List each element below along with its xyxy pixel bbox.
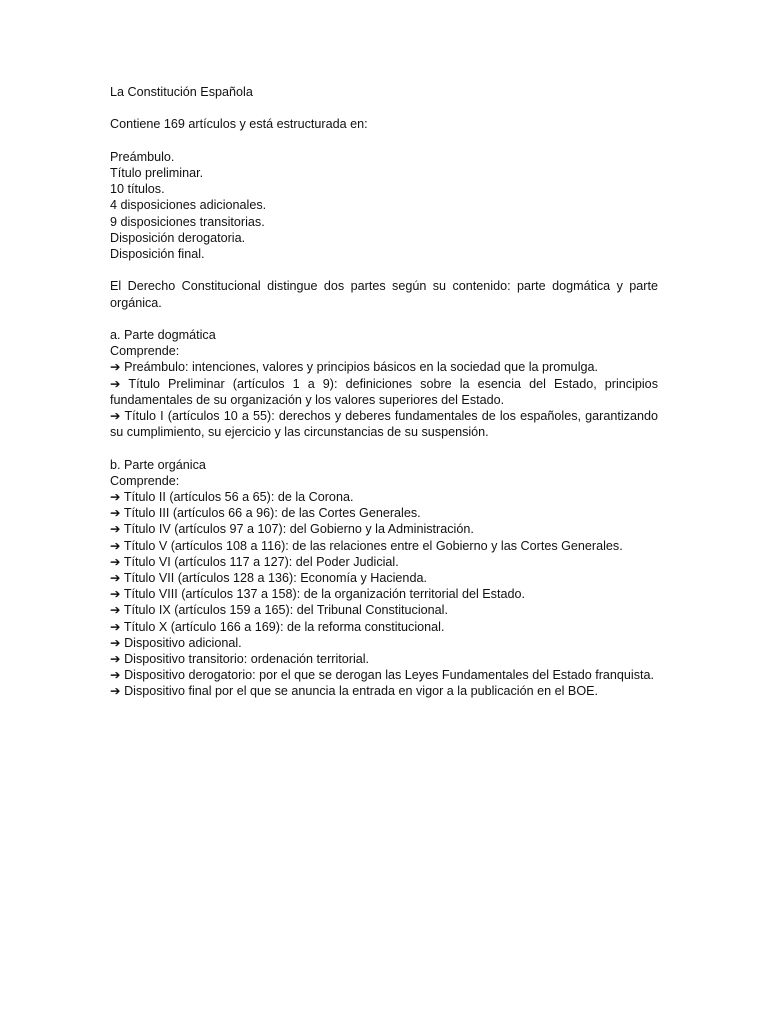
organica-section [110, 457, 658, 700]
arrow-icon: ➔ [110, 506, 121, 521]
organica-item [110, 538, 658, 554]
organica-item [110, 667, 658, 683]
structure-item: Título preliminar. [110, 165, 204, 180]
intro-text: Contiene 169 artículos y está estructurada en: [110, 117, 368, 132]
dogmatica-item [110, 359, 658, 375]
organica-item [110, 489, 658, 505]
spacer [110, 262, 658, 278]
dogmatica-comprende: Comprende: [110, 344, 180, 359]
arrow-icon: ➔ [110, 376, 121, 391]
arrow-icon: ➔ [110, 554, 121, 569]
organica-item [110, 521, 658, 537]
structure-item: 4 disposiciones adicionales. [110, 198, 267, 213]
organica-item-text: Título VII (artículos 128 a 136): Economía y Hacienda. [123, 571, 427, 586]
arrow-icon: ➔ [110, 409, 121, 423]
organica-item [110, 602, 658, 618]
arrow-icon: ➔ [110, 635, 121, 650]
organica-item-text: Dispositivo transitorio: ordenación territorial. [124, 652, 370, 667]
organica-item-text: Título X (artículo 166 a 169): de la reforma constitucional. [123, 619, 445, 634]
spacer [110, 440, 658, 456]
organica-item [110, 635, 658, 651]
spacer [110, 133, 658, 149]
dogmatica-item [110, 408, 658, 440]
organica-item [110, 554, 658, 570]
organica-item-text: Título II (artículos 56 a 65): de la Corona. [123, 490, 354, 504]
spacer [110, 100, 658, 116]
organica-item [110, 619, 658, 635]
arrow-icon: ➔ [110, 603, 121, 618]
organica-item [110, 570, 658, 586]
organica-item-text: Dispositivo final por el que se anuncia la entrada en vigor a la publicación en el BOE. [124, 684, 599, 699]
organica-item-text: Dispositivo derogatorio: por el que se derogan las Leyes Fundamentales del Estado franquista. [124, 668, 655, 683]
organica-item-text: Título VIII (artículos 137 a 158): de la organización territorial del Estado. [123, 587, 525, 602]
dogmatica-item [110, 376, 658, 408]
arrow-icon: ➔ [110, 587, 121, 602]
organica-item-text: Título IV (artículos 97 a 107): del Gobierno y la Administración. [123, 522, 474, 537]
arrow-icon: ➔ [110, 668, 121, 683]
spacer [110, 311, 658, 327]
structure-item: 10 títulos. [110, 182, 165, 197]
organica-item-text: Título III (artículos 66 a 96): de las Cortes Generales. [123, 506, 421, 521]
arrow-icon: ➔ [110, 652, 121, 667]
dogmatica-item-text: Título Preliminar (artículos 1 a 9): definiciones sobre la esencia del Estado, principios fundamentales de su organización y los valores superiores del Estado. [110, 376, 658, 407]
organica-item [110, 586, 658, 602]
dogmatica-item-text: Preámbulo: intenciones, valores y principios básicos en la sociedad que la promulga. [124, 360, 598, 375]
arrow-icon: ➔ [110, 684, 121, 699]
arrow-icon: ➔ [110, 538, 121, 553]
structure-list [110, 149, 658, 262]
arrow-icon: ➔ [110, 490, 121, 504]
organica-item-text: Título VI (artículos 117 a 127): del Poder Judicial. [123, 554, 399, 569]
document-title: La Constitución Española [110, 85, 253, 99]
organica-item [110, 651, 658, 667]
structure-item: Preámbulo. [110, 149, 175, 164]
organica-item-text: Dispositivo adicional. [124, 635, 242, 650]
document-page [110, 84, 658, 700]
arrow-icon: ➔ [110, 619, 121, 634]
structure-item: 9 disposiciones transitorias. [110, 214, 265, 229]
derecho-paragraph: El Derecho Constitucional distingue dos partes según su contenido: parte dogmática y parte orgánica. [110, 279, 658, 310]
arrow-icon: ➔ [110, 571, 121, 586]
organica-item [110, 505, 658, 521]
arrow-icon: ➔ [110, 522, 121, 537]
organica-item-text: Título IX (artículos 159 a 165): del Tribunal Constitucional. [123, 603, 448, 618]
dogmatica-heading: a. Parte dogmática [110, 327, 216, 342]
organica-comprende: Comprende: [110, 473, 180, 488]
organica-heading: b. Parte orgánica [110, 457, 206, 472]
organica-item [110, 683, 658, 699]
arrow-icon: ➔ [110, 360, 121, 375]
dogmatica-item-text: Título I (artículos 10 a 55): derechos y deberes fundamentales de los españoles, garantizando su cumplimiento, su ejercicio y las circunstancias de su suspensión. [110, 409, 658, 440]
organica-item-text: Título V (artículos 108 a 116): de las relaciones entre el Gobierno y las Cortes Generales. [123, 538, 623, 553]
structure-item: Disposición derogatoria. [110, 230, 246, 245]
dogmatica-section [110, 327, 658, 440]
structure-item: Disposición final. [110, 247, 205, 261]
